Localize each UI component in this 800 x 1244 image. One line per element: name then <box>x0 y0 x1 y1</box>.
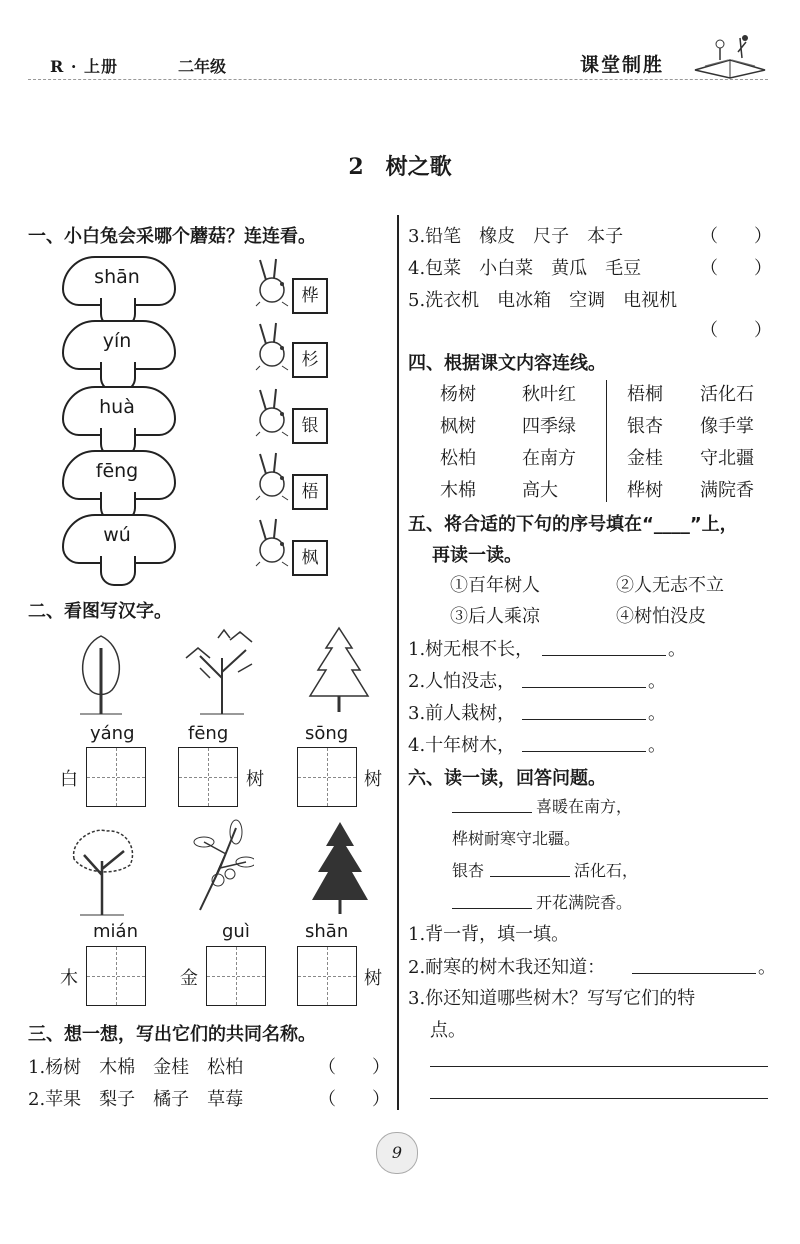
question: 2.耐寒的树木我还知道： <box>408 957 606 978</box>
mushroom-pinyin: fēng <box>95 460 139 482</box>
option: ③后人乘凉 <box>450 606 540 627</box>
hanzi-card: 杉 <box>292 342 328 378</box>
writing-grid[interactable] <box>297 946 357 1006</box>
period: 。 <box>668 639 686 660</box>
writing-prefix: 白 <box>60 769 78 790</box>
fill-item: 2.人怕没志， <box>408 671 516 692</box>
answer-blank[interactable] <box>490 856 570 877</box>
mushroom-pinyin: wú <box>103 524 131 546</box>
section-2-heading: 二、看图写汉字。 <box>28 601 172 622</box>
writing-pinyin: mián <box>93 921 138 942</box>
option: ①百年树人 <box>450 575 540 596</box>
writing-suffix: 树 <box>246 769 264 790</box>
fill-item: 3.前人栽树， <box>408 703 516 724</box>
book-logo-icon <box>690 30 770 80</box>
hanzi-card: 枫 <box>292 540 328 576</box>
answer-paren[interactable]: （ ） <box>700 320 772 341</box>
mushroom <box>62 386 172 458</box>
poplar-tree-icon <box>70 628 132 716</box>
match-item[interactable]: 金桂 <box>627 448 663 469</box>
section-5-heading: 五、将合适的下句的序号填在“____”上， <box>408 514 738 535</box>
poem-line: 喜暖在南方， <box>536 797 633 816</box>
s3-item: 3.铅笔 橡皮 尺子 本子 <box>408 226 624 247</box>
lesson-title: 2 树之歌 <box>348 154 452 180</box>
match-item[interactable]: 桦树 <box>627 480 663 501</box>
fill-item: 1.树无根不长， <box>408 639 534 660</box>
fill-item: 4.十年树木， <box>408 735 516 756</box>
section-6-heading: 六、读一读，回答问题。 <box>408 768 606 789</box>
rabbit-icon <box>252 258 296 308</box>
match-item[interactable]: 秋叶红 <box>522 384 576 405</box>
match-item[interactable]: 守北疆 <box>700 448 754 469</box>
writing-grid[interactable] <box>297 747 357 807</box>
section-3-heading: 三、想一想，写出它们的共同名称。 <box>28 1024 316 1045</box>
match-item[interactable]: 枫树 <box>440 416 476 437</box>
match-item[interactable]: 松柏 <box>440 448 476 469</box>
answer-blank[interactable] <box>632 953 756 974</box>
answer-paren[interactable]: （ ） <box>700 226 772 247</box>
period: 。 <box>648 735 666 756</box>
poem-line: 桦树耐寒守北疆。 <box>452 829 581 848</box>
hanzi-card: 梧 <box>292 474 328 510</box>
page-number: 9 <box>376 1132 418 1174</box>
hanzi-card: 桦 <box>292 278 328 314</box>
mushroom-pinyin: yín <box>102 330 132 352</box>
writing-pinyin: yáng <box>90 723 135 744</box>
option: ②人无志不立 <box>616 575 724 596</box>
book-edition: R · 上册 <box>50 57 119 76</box>
answer-blank[interactable] <box>522 731 646 752</box>
answer-paren[interactable]: （ ） <box>700 258 772 279</box>
writing-grid[interactable] <box>86 946 146 1006</box>
rabbit-icon <box>252 452 296 502</box>
writing-grid[interactable] <box>178 747 238 807</box>
section-5-heading-cont: 再读一读。 <box>432 545 522 566</box>
grade-label: 二年级 <box>178 57 227 76</box>
rabbit-icon <box>252 388 296 438</box>
match-item[interactable]: 银杏 <box>627 416 663 437</box>
writing-prefix: 木 <box>60 968 78 989</box>
writing-grid[interactable] <box>86 747 146 807</box>
match-item[interactable]: 杨树 <box>440 384 476 405</box>
question: 3.你还知道哪些树木？写写它们的特 <box>408 988 696 1009</box>
answer-blank[interactable] <box>522 699 646 720</box>
period: 。 <box>648 703 666 724</box>
header-divider <box>28 79 768 80</box>
column-divider <box>397 215 399 1110</box>
writing-suffix: 树 <box>364 968 382 989</box>
match-item[interactable]: 像手掌 <box>700 416 754 437</box>
option: ④树怕没皮 <box>616 606 706 627</box>
writing-grid[interactable] <box>206 946 266 1006</box>
section-4-heading: 四、根据课文内容连线。 <box>408 353 606 374</box>
match-item[interactable]: 满院香 <box>700 480 754 501</box>
match-item[interactable]: 在南方 <box>522 448 576 469</box>
poem-line: 银杏 <box>452 861 485 880</box>
answer-line[interactable] <box>430 1098 768 1099</box>
rabbit-icon <box>252 322 296 372</box>
mushroom <box>62 450 172 522</box>
answer-blank[interactable] <box>522 667 646 688</box>
match-item[interactable]: 活化石 <box>700 384 754 405</box>
writing-pinyin: shān <box>305 921 349 942</box>
mushroom <box>62 514 172 586</box>
poem-line: 活化石， <box>574 861 639 880</box>
answer-blank[interactable] <box>542 635 666 656</box>
hanzi-card: 银 <box>292 408 328 444</box>
writing-prefix: 金 <box>180 968 198 989</box>
answer-blank[interactable] <box>452 792 532 813</box>
s3-item: 4.包菜 小白菜 黄瓜 毛豆 <box>408 258 642 279</box>
kapok-tree-icon <box>66 825 138 917</box>
question-cont: 点。 <box>430 1020 466 1041</box>
section-1-heading: 一、小白兔会采哪个蘑菇？连连看。 <box>28 226 316 247</box>
s3-item: 5.洗衣机 电冰箱 空调 电视机 <box>408 290 678 311</box>
s3-item: 2.苹果 梨子 橘子 草莓 <box>28 1089 244 1110</box>
period: 。 <box>758 957 776 978</box>
match-divider <box>606 380 607 502</box>
match-item[interactable]: 四季绿 <box>522 416 576 437</box>
period: 。 <box>648 671 666 692</box>
answer-paren[interactable]: （ ） <box>318 1057 390 1078</box>
rabbit-icon <box>252 518 296 568</box>
answer-blank[interactable] <box>452 888 532 909</box>
pine-tree-icon <box>304 624 374 716</box>
mushroom <box>62 320 172 392</box>
writing-pinyin: fēng <box>188 723 229 744</box>
osmanthus-branch-icon <box>190 818 254 912</box>
writing-suffix: 树 <box>364 769 382 790</box>
maple-tree-icon <box>180 628 262 716</box>
answer-line[interactable] <box>430 1066 768 1067</box>
mushroom-pinyin: huà <box>99 396 135 418</box>
match-item[interactable]: 梧桐 <box>627 384 663 405</box>
match-item[interactable]: 木棉 <box>440 480 476 501</box>
mushroom-pinyin: shān <box>94 266 140 288</box>
s3-item: 1.杨树 木棉 金桂 松柏 <box>28 1057 244 1078</box>
question: 1.背一背，填一填。 <box>408 924 570 945</box>
answer-paren[interactable]: （ ） <box>318 1089 390 1110</box>
fir-tree-icon <box>308 820 372 916</box>
writing-pinyin: sōng <box>305 723 349 744</box>
mushroom <box>62 256 172 328</box>
poem-line: 开花满院香。 <box>536 893 633 912</box>
writing-pinyin: guì <box>222 921 250 942</box>
match-item[interactable]: 高大 <box>522 480 558 501</box>
series-title: 课堂制胜 <box>580 54 665 76</box>
